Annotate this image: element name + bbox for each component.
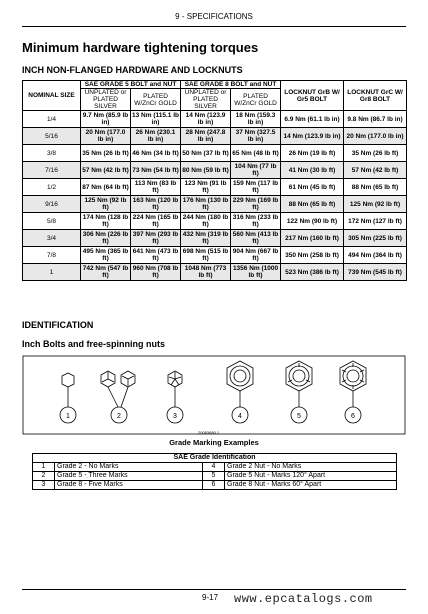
cell-size: 5/16 [23,128,81,145]
callout-2: 2 [117,413,121,420]
grade-description: Grade 2 Nut - No Marks [225,463,397,472]
cell-torque: 80 Nm (59 lb ft) [181,162,231,179]
grade-row [33,472,397,481]
cell-torque: 41 Nm (30 lb ft) [281,162,344,179]
cell-torque: 174 Nm (128 lb ft) [81,213,131,230]
cell-torque: 904 Nm (667 lb ft) [231,247,281,264]
callout-6: 6 [351,413,355,420]
cell-torque: 163 Nm (120 lb ft) [131,196,181,213]
cell-size: 1/4 [23,111,81,128]
grade-number: 4 [203,463,225,472]
cell-torque: 28 Nm (247.8 lb in) [181,128,231,145]
cell-torque: 698 Nm (515 lb ft) [181,247,231,264]
grade-number: 2 [33,472,55,481]
bolt-marking-illustration [22,355,406,435]
grade-row [33,481,397,490]
subheader-g8-unplated: UNPLATED or PLATED SILVER [181,89,231,111]
cell-torque: 306 Nm (226 lb ft) [81,230,131,247]
cell-torque: 9.7 Nm (85.9 lb in) [81,111,131,128]
cell-torque: 217 Nm (160 lb ft) [281,230,344,247]
cell-size: 3/8 [23,145,81,162]
cell-torque: 104 Nm (77 lb ft) [231,162,281,179]
figure-id: 20083680 1 [198,430,220,435]
cell-torque: 229 Nm (169 lb ft) [231,196,281,213]
grade-number: 5 [203,472,225,481]
page-number: 9-17 [202,593,219,602]
grade-marking-figure [22,355,406,452]
cell-torque: 172 Nm (127 lb ft) [344,213,407,230]
subheader-g5-plated: PLATED W/ZnCr GOLD [131,89,181,111]
callout-1: 1 [66,413,70,420]
section-subtitle: INCH NON-FLANGED HARDWARE AND LOCKNUTS [22,65,243,75]
bolts-heading: Inch Bolts and free-spinning nuts [22,339,166,349]
cell-torque: 26 Nm (230.1 lb in) [131,128,181,145]
cell-torque: 494 Nm (364 lb ft) [344,247,407,264]
callout-4: 4 [238,413,242,420]
cell-torque: 125 Nm (92 lb ft) [344,196,407,213]
cell-torque: 224 Nm (165 lb ft) [131,213,181,230]
header-nominal-size: NOMINAL SIZE [23,81,81,111]
cell-torque: 50 Nm (37 lb ft) [181,145,231,162]
header-locknut-grc: LOCKNUT GrC W/ Gr8 BOLT [344,81,407,111]
chapter-title: 9 - SPECIFICATIONS [175,12,253,21]
cell-size: 9/16 [23,196,81,213]
watermark: www.epcatalogs.com [234,592,373,606]
grade-number: 3 [33,481,55,490]
torque-row [23,128,407,145]
cell-torque: 13 Nm (115.1 lb in) [132,112,179,126]
identification-heading: IDENTIFICATION [22,320,94,330]
torque-table [22,80,407,281]
cell-torque: 73 Nm (54 lb ft) [131,162,181,179]
torque-row [23,230,407,247]
cell-torque: 560 Nm (413 lb ft) [231,230,281,247]
footer-rule [22,589,406,590]
cell-torque: 37 Nm (327.5 lb in) [231,128,281,145]
torque-row [23,264,407,281]
torque-row [23,162,407,179]
cell-torque: 57 Nm (42 lb ft) [344,162,407,179]
cell-size: 5/8 [23,213,81,230]
torque-row [23,247,407,264]
cell-torque: 244 Nm (180 lb ft) [181,213,231,230]
cell-torque: 61 Nm (45 lb ft) [281,179,344,196]
grade-number: 6 [203,481,225,490]
cell-torque: 397 Nm (293 lb ft) [131,230,181,247]
grade-description: Grade 8 - Five Marks [55,481,203,490]
header-grade8: SAE GRADE 8 BOLT and NUT [181,81,281,89]
grade-description: Grade 5 Nut - Marks 120° Apart [225,472,397,481]
cell-torque: 739 Nm (545 lb ft) [344,264,407,281]
cell-torque: 176 Nm (130 lb ft) [181,196,231,213]
cell-torque: 113 Nm (83 lb ft) [131,179,181,196]
cell-size: 7/16 [23,162,81,179]
torque-row [23,196,407,213]
cell-torque: 88 Nm (65 lb ft) [344,179,407,196]
cell-size: 1 [23,264,81,281]
cell-torque: 432 Nm (319 lb ft) [181,230,231,247]
grade-number: 1 [33,463,55,472]
torque-row [23,213,407,230]
cell-torque: 1356 Nm (1000 lb ft) [231,264,281,281]
cell-torque: 125 Nm (92 lb ft) [81,196,131,213]
torque-row [23,179,407,196]
cell-torque: 495 Nm (365 lb ft) [81,247,131,264]
callout-3: 3 [173,413,177,420]
cell-torque: 960 Nm (708 lb ft) [131,264,181,281]
cell-torque: 9.8 Nm (86.7 lb in) [344,111,407,128]
grade-description: Grade 8 Nut - Marks 60° Apart [225,481,397,490]
cell-torque: 65 Nm (48 lb ft) [231,145,281,162]
cell-torque: 87 Nm (64 lb ft) [81,179,131,196]
cell-torque: 742 Nm (547 lb ft) [81,264,131,281]
page-header [22,8,406,27]
cell-torque: 18 Nm (159.3 lb in) [231,111,281,128]
cell-torque: 122 Nm (90 lb ft) [281,213,344,230]
header-locknut-grb: LOCKNUT GrB W/ Gr5 BOLT [281,81,344,111]
cell-torque: 14 Nm (123.9 lb in) [181,111,231,128]
cell-torque: 123 Nm (91 lb ft) [181,179,231,196]
subheader-g5-unplated: UNPLATED or PLATED SILVER [81,89,131,111]
cell-torque: 6.9 Nm (61.1 lb in) [281,111,344,128]
cell-torque: 159 Nm (117 lb ft) [231,179,281,196]
header-grade5: SAE GRADE 5 BOLT and NUT [81,81,181,89]
cell-torque: 35 Nm (26 lb ft) [344,145,407,162]
cell-size: 1/2 [23,179,81,196]
cell-torque: 350 Nm (258 lb ft) [281,247,344,264]
grade-table-caption: SAE Grade Identification [33,454,397,463]
cell-torque: 14 Nm (123.9 lb in) [281,128,344,145]
torque-row [23,111,407,128]
cell-torque: 46 Nm (34 lb ft) [131,145,181,162]
cell-size: 7/8 [23,247,81,264]
cell-torque: 35 Nm (26 lb ft) [81,145,131,162]
cell-torque: 88 Nm (65 lb ft) [281,196,344,213]
figure-caption: Grade Marking Examples [169,438,259,447]
grade-description: Grade 5 - Three Marks [55,472,203,481]
torque-row [23,145,407,162]
cell-torque: 305 Nm (225 lb ft) [344,230,407,247]
page-title: Minimum hardware tightening torques [22,40,259,55]
cell-torque: 523 Nm (386 lb ft) [281,264,344,281]
cell-torque: 57 Nm (42 lb ft) [81,162,131,179]
cell-torque: 316 Nm (233 lb ft) [231,213,281,230]
callout-5: 5 [297,413,301,420]
grade-row [33,463,397,472]
cell-size: 3/4 [23,230,81,247]
subheader-g8-plated: PLATED W/ZnCr GOLD [231,89,281,111]
cell-torque: 20 Nm (177.0 lb in) [81,128,131,145]
cell-torque: 20 Nm (177.0 lb in) [344,128,407,145]
cell-torque: 26 Nm (19 lb ft) [281,145,344,162]
cell-torque: 1048 Nm (773 lb ft) [181,264,231,281]
grade-identification-table [32,453,397,490]
grade-description: Grade 2 - No Marks [55,463,203,472]
cell-torque: 641 Nm (473 lb ft) [131,247,181,264]
